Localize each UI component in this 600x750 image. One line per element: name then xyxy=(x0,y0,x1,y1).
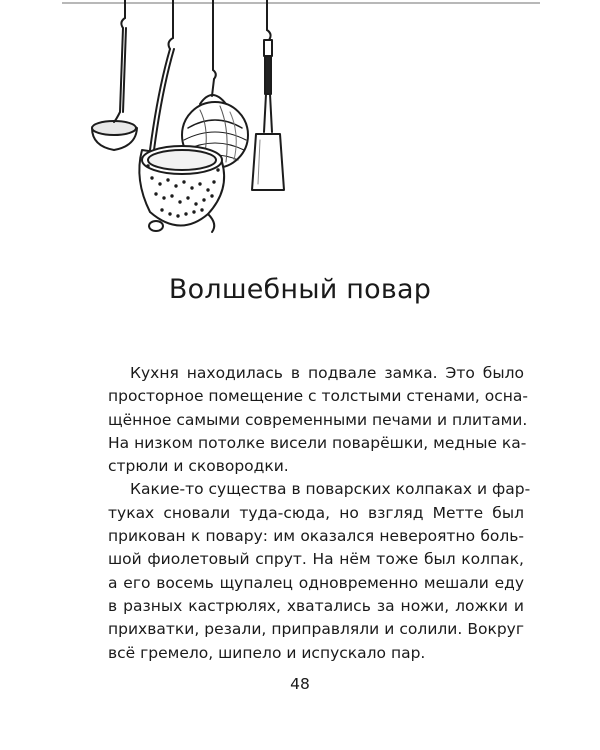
body-text xyxy=(108,362,531,665)
paragraph-2 xyxy=(108,478,531,664)
kitchen-utensils-illustration xyxy=(80,0,300,240)
paragraph-1 xyxy=(108,362,528,478)
text-line: просторное помещение с толстыми стенами, осна- xyxy=(108,387,528,406)
text-line: Кухня находилась в подвале замка. Это было xyxy=(130,364,524,382)
text-line: в разных кастрюлях, хватались за ножи, ложки и xyxy=(108,596,524,615)
page-number: 48 xyxy=(290,675,310,693)
chapter-title: Волшебный повар xyxy=(168,274,432,305)
ladle-icon xyxy=(92,18,137,150)
spatula-icon xyxy=(252,30,284,190)
text-line: щённое самыми современными печами и плитами. xyxy=(108,410,528,429)
text-line: стрюли и сковородки. xyxy=(108,457,289,476)
text-line: Какие-то существа в поварских колпаках и фар- xyxy=(130,480,531,499)
text-line: всё гремело, шипело и испускало пар. xyxy=(108,643,426,662)
text-line: прикован к повару: им оказался невероятно боль- xyxy=(108,527,524,546)
text-line: прихватки, резали, приправляли и солили. Вокруг xyxy=(108,620,524,639)
text-line: туках сновали туда-сюда, но взгляд Метте был xyxy=(108,503,524,522)
text-line: а его восемь щупалец одновременно мешали еду xyxy=(108,573,524,592)
text-line: шой фиолетовый спрут. На нём тоже был колпак, xyxy=(108,550,524,569)
text-line: На низком потолке висели поварёшки, медные ка- xyxy=(108,433,527,452)
